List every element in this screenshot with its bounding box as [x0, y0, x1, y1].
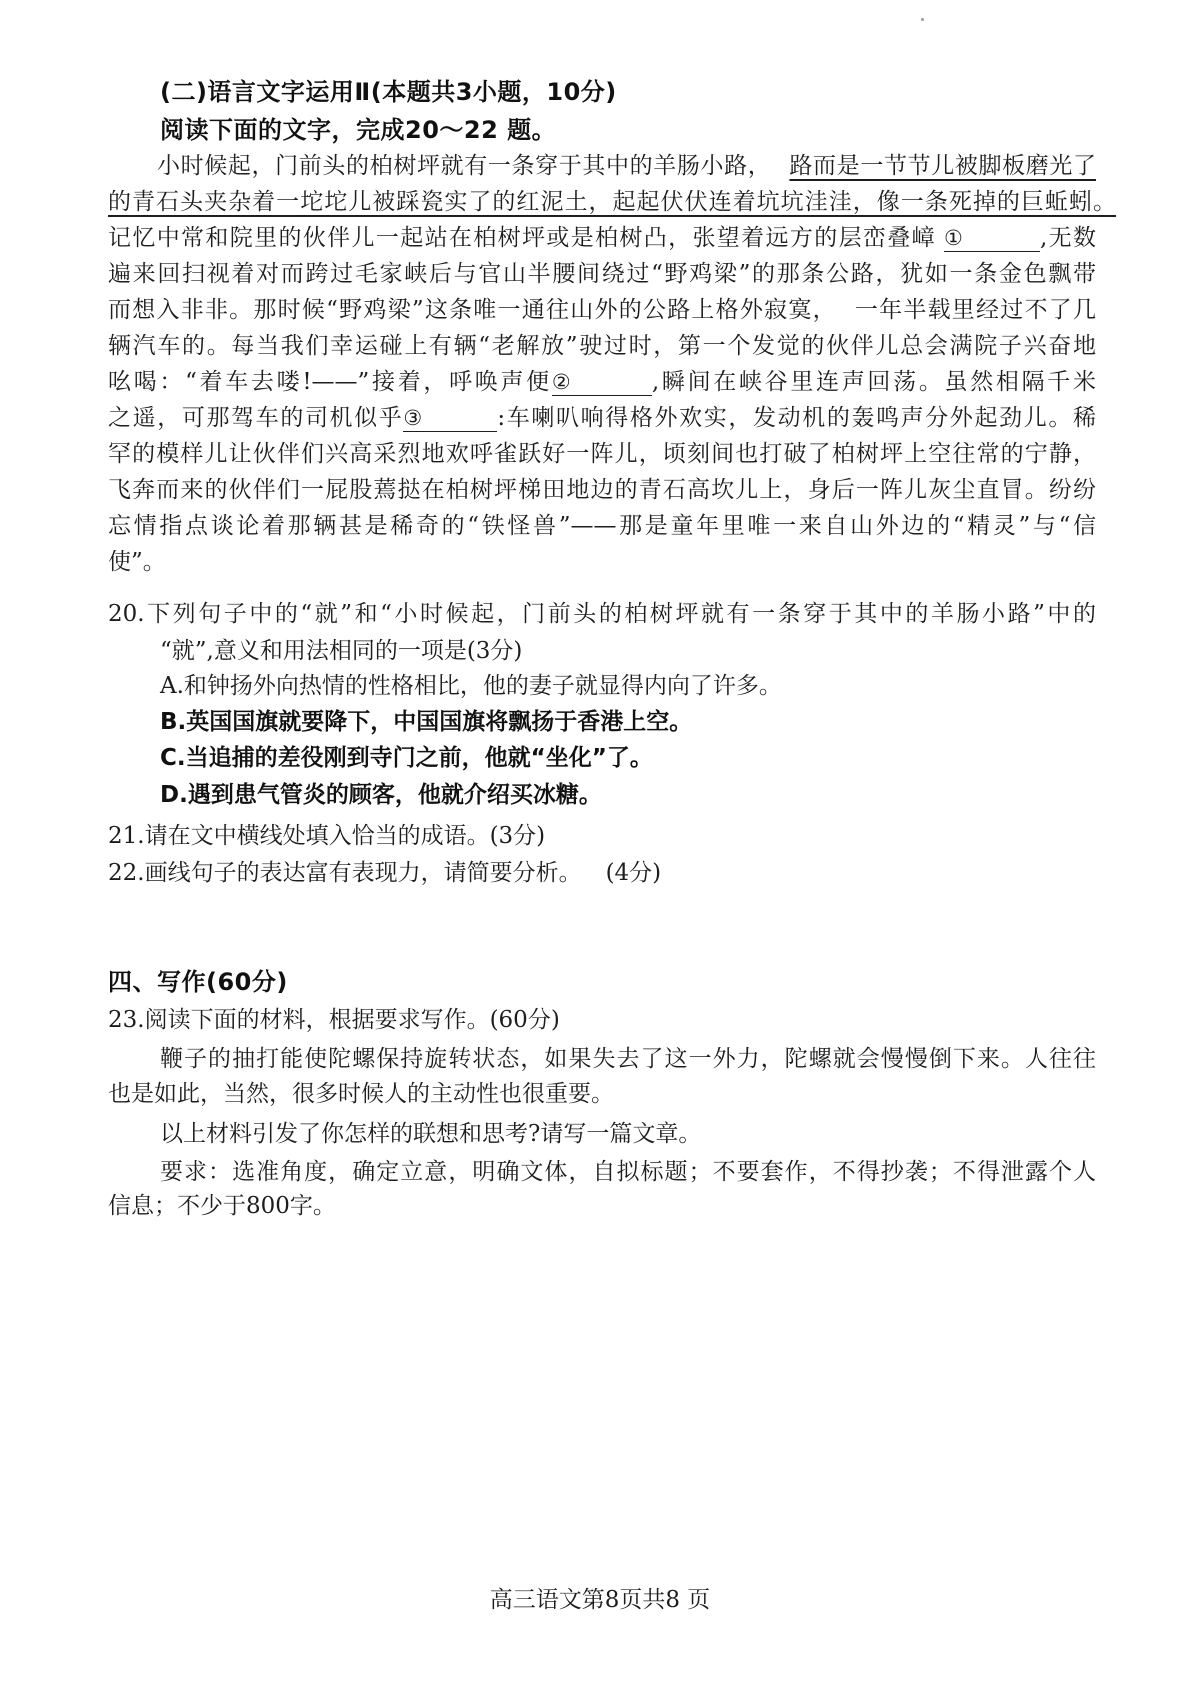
section-title: (二)语言文字运用Ⅱ(本题共3小题，10分): [160, 78, 617, 106]
passage-text: :车喇叭响得格外欢实，发动机的轰鸣声分外起劲儿。稀: [497, 405, 1097, 431]
writing-prompt: 以上材料引发了你怎样的联想和思考?请写一篇文章。: [160, 1121, 702, 1147]
question-21: 21.请在文中横线处填入恰当的成语。(3分): [108, 823, 546, 849]
passage-text: 之遥，可那驾车的司机似乎: [108, 405, 404, 431]
requirements-line-1: 要求：选准角度，确定立意，明确文体，自拟标题；不要套作，不得抄袭；不得泄露个人: [160, 1159, 1096, 1185]
passage-line-7: [108, 365, 1096, 399]
scan-speck: [921, 18, 924, 21]
page-footer: 高三语文第8页共8 页: [489, 1587, 711, 1613]
passage-text: ,无数: [1039, 225, 1097, 251]
passage-line-3: [108, 221, 1096, 255]
passage-line-9: 罕的模样儿让伙伴们兴高采烈地欢呼雀跃好一阵儿，顷刻间也打破了柏树坪上空往常的宁静，: [108, 441, 1096, 467]
passage-line-8: [108, 401, 1096, 435]
section-instruction: 阅读下面的文字，完成20～22 题。: [160, 116, 557, 144]
passage-text: 吆喝：“着车去喽!——”接着，呼唤声便: [108, 369, 552, 395]
passage-text: 一年半载里经过不了几: [854, 297, 1096, 323]
question-23: 23.阅读下面的材料，根据要求写作。(60分): [108, 1007, 560, 1033]
passage-line-12: 使”。: [108, 549, 166, 575]
requirements-line-2: 信息；不少于800字。: [108, 1193, 336, 1219]
question-20-stem-cont: “就”,意义和用法相同的一项是(3分): [160, 638, 523, 664]
passage-line-11: 忘情指点谈论着那辆甚是稀奇的“铁怪兽”——那是童年里唯一来自山外边的“精灵”与“信: [108, 513, 1096, 539]
material-line-1: 鞭子的抽打能使陀螺保持旋转状态，如果失去了这一外力，陀螺就会慢慢倒下来。人往往: [160, 1046, 1096, 1072]
question-22-text: 22.画线句子的表达富有表现力，请简要分析。: [108, 860, 582, 886]
underlined-sentence: 的青石头夹杂着一坨坨儿被踩瓷实了的红泥土，起起伏伏连着坑坑洼洼，像一条死掉的巨蚯蚓。: [108, 189, 1116, 215]
answer-blank-1: ①: [944, 225, 1040, 252]
passage-line-1: [157, 149, 1096, 183]
question-20-stem: 20.下列句子中的“就”和“小时候起，门前头的柏树坪就有一条穿于其中的羊肠小路”中的: [108, 601, 1096, 627]
passage-line-5: [108, 293, 1096, 327]
material-line-2: 也是如此，当然，很多时候人的主动性也很重要。: [108, 1081, 614, 1107]
question-22-score: (4分): [605, 860, 662, 886]
writing-section-title: 四、写作(60分): [108, 968, 288, 996]
option-b: B.英国国旗就要降下，中国国旗将飘扬于香港上空。: [160, 709, 693, 735]
passage-text: 而想入非非。那时候“野鸡梁”这条唯一通往山外的公路上格外寂寞，: [108, 297, 837, 323]
answer-blank-3: ③: [403, 405, 497, 432]
underlined-sentence: 路而是一节节儿被脚板磨光了: [789, 153, 1097, 179]
option-a: A.和钟扬外向热情的性格相比，他的妻子就显得内向了许多。: [160, 673, 782, 699]
option-d: D.遇到患气管炎的顾客，他就介绍买冰糖。: [160, 782, 602, 808]
passage-line-2: [108, 185, 1116, 219]
question-22: [108, 856, 661, 890]
answer-blank-2: ②: [552, 369, 652, 396]
option-c: C.当追捕的差役刚到寺门之前，他就“坐化”了。: [160, 745, 653, 771]
passage-line-6: 辆汽车的。每当我们幸运碰上有辆“老解放”驶过时，第一个发觉的伙伴儿总会满院子兴奋地: [108, 333, 1096, 359]
passage-text: ,瞬间在峡谷里连声回荡。虽然相隔千米: [651, 369, 1096, 395]
passage-line-4: 遍来回扫视着对而跨过毛家峡后与官山半腰间绕过“野鸡梁”的那条公路，犹如一条金色飘带: [108, 261, 1096, 287]
passage-text: 记忆中常和院里的伙伴儿一起站在柏树坪或是柏树凸，张望着远方的层峦叠嶂: [108, 225, 936, 251]
passage-text: 小时候起，门前头的柏树坪就有一条穿于其中的羊肠小路，: [157, 153, 772, 179]
passage-line-10: 飞奔而来的伙伴们一屁股蔫挞在柏树坪梯田地边的青石高坎儿上，身后一阵儿灰尘直冒。纷纷: [108, 477, 1096, 503]
